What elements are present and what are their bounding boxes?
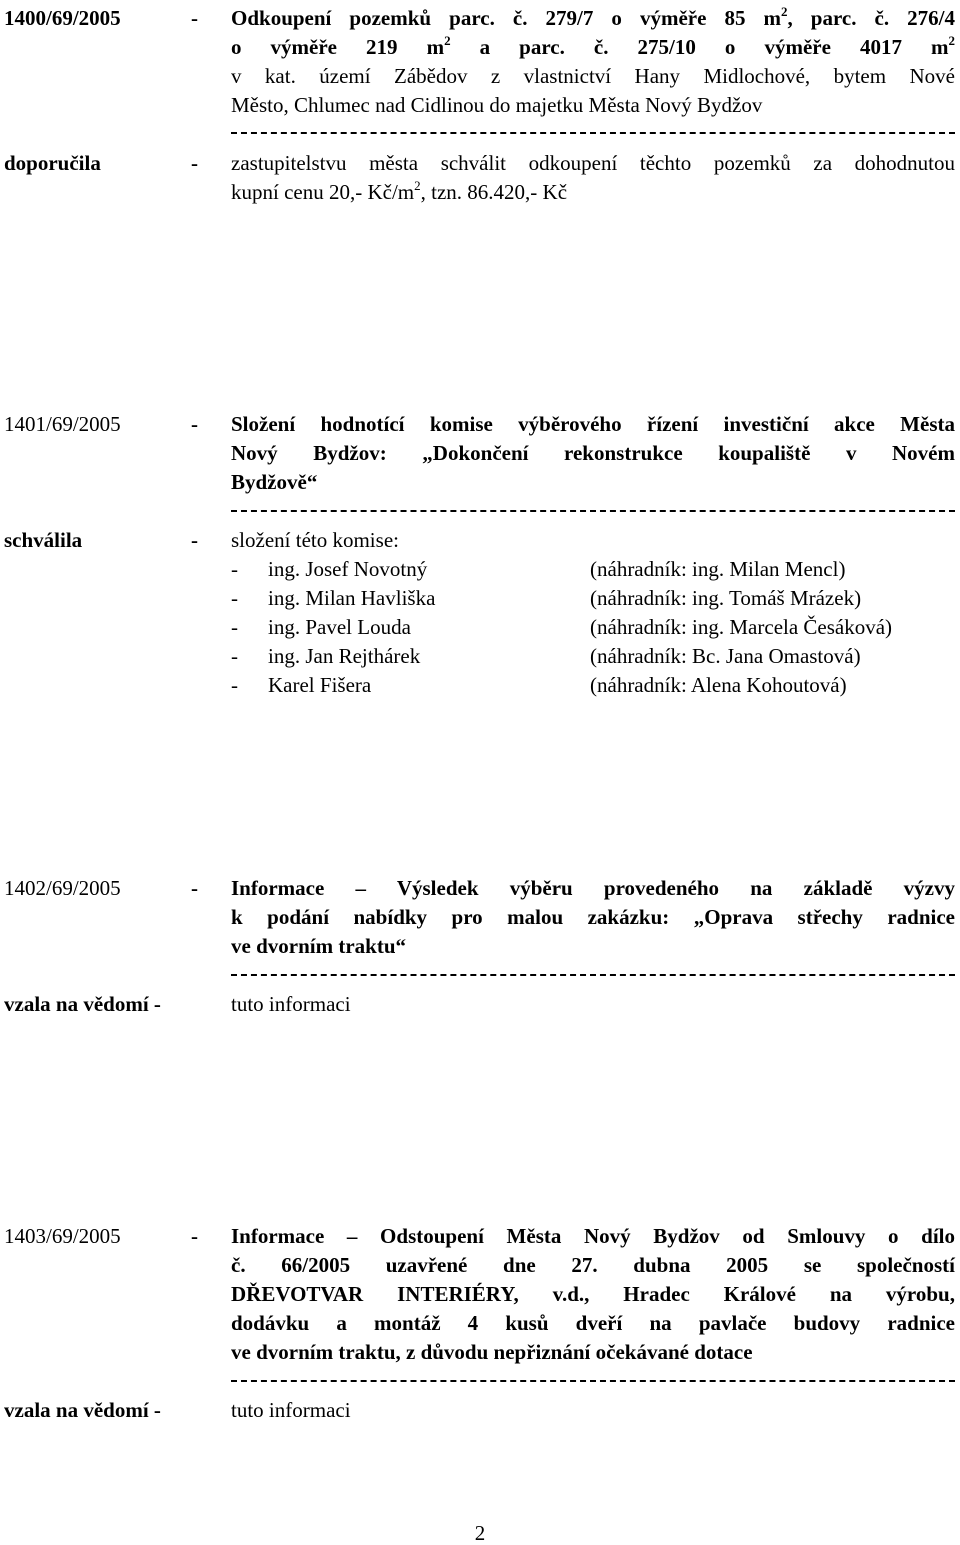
separator-rule (231, 1380, 955, 1382)
item-1402-id: 1402/69/2005 (4, 876, 121, 900)
member-name: ing. Milan Havliška (268, 586, 436, 610)
member-dash: - (231, 586, 238, 610)
item-1401-title-line-2: Nový Bydžov: „Dokončení rekonstrukce koupaliště v Novém (231, 441, 955, 465)
item-1402-action-line-1: tuto informaci (231, 992, 351, 1016)
item-1401-id: 1401/69/2005 (4, 412, 121, 436)
page-number: 2 (474, 1521, 486, 1545)
item-1403-title-line-3: DŘEVOTVAR INTERIÉRY, v.d., Hradec Králové na výrobu, (231, 1282, 955, 1306)
item-1400-title-line-1: Odkoupení pozemků parc. č. 279/7 o výměře 85 $m^2$, parc. č. 276/4 (231, 4, 955, 30)
item-1402-title-line-3: ve dvorním traktu“ (231, 934, 406, 958)
member-name: ing. Pavel Louda (268, 615, 411, 639)
item-1400-action-line-1: zastupitelstvu města schválit odkoupení těchto pozemků za dohodnutou (231, 151, 955, 175)
member-substitute: (náhradník: ing. Tomáš Mrázek) (590, 586, 862, 610)
item-1402-title-line-2: k podání nabídky pro malou zakázku: „Oprava střechy radnice (231, 905, 955, 929)
member-dash: - (231, 644, 238, 668)
member-substitute: (náhradník: ing. Milan Mencl) (590, 557, 846, 581)
item-1400-title-line-3: v kat. území Zábědov z vlastnictví Hany Midlochové, bytem Nové (231, 64, 955, 88)
item-1403-action-line-1: tuto informaci (231, 1398, 351, 1422)
member-substitute: (náhradník: Bc. Jana Omastová) (590, 644, 861, 668)
separator-rule (231, 132, 955, 134)
item-1401-action-dash: - (191, 528, 198, 552)
item-1403-id: 1403/69/2005 (4, 1224, 121, 1248)
item-1403-title-line-5: ve dvorním traktu, z důvodu nepřiznání očekávané dotace (231, 1340, 753, 1364)
item-1401-action-line-1: složení této komise: (231, 528, 399, 552)
member-substitute: (náhradník: ing. Marcela Česáková) (590, 615, 893, 639)
item-1400-title-line-4: Město, Chlumec nad Cidlinou do majetku Města Nový Bydžov (231, 93, 763, 117)
item-1400-action-dash: - (191, 151, 198, 175)
item-1400-action-line-2: kupní cenu 20,- $Kč/m^2$, tzn. 86.420,- Kč (231, 178, 568, 204)
item-1403-dash: - (191, 1224, 198, 1248)
item-1403-title-line-1: Informace – Odstoupení Města Nový Bydžov od Smlouvy o dílo (231, 1224, 955, 1248)
member-name: ing. Jan Rejthárek (268, 644, 421, 668)
item-1400-action-label: doporučila (4, 151, 101, 175)
item-1401-title-line-1: Složení hodnotící komise výběrového řízení investiční akce Města (231, 412, 955, 436)
item-1400-dash: - (191, 6, 198, 30)
member-dash: - (231, 673, 238, 697)
item-1403-action-label: vzala na vědomí - (4, 1398, 161, 1422)
item-1401-title-line-3: Bydžově“ (231, 470, 318, 494)
member-dash: - (231, 557, 238, 581)
item-1403-title-line-4: dodávku a montáž 4 kusů dveří na pavlače budovy radnice (231, 1311, 955, 1335)
member-dash: - (231, 615, 238, 639)
member-name: ing. Josef Novotný (268, 557, 428, 581)
item-1402-title-line-1: Informace – Výsledek výběru provedeného na základě výzvy (231, 876, 955, 900)
item-1400-title-line-2: o výměře 219 $m^2$ a parc. č. 275/10 o výměře 4017 $m^2$ (231, 33, 956, 59)
item-1402-action-label: vzala na vědomí - (4, 992, 161, 1016)
member-name: Karel Fišera (268, 673, 372, 697)
separator-rule (231, 974, 955, 976)
item-1401-dash: - (191, 412, 198, 436)
separator-rule (231, 510, 955, 512)
item-1400-id: 1400/69/2005 (4, 6, 121, 30)
item-1402-dash: - (191, 876, 198, 900)
member-substitute: (náhradník: Alena Kohoutová) (590, 673, 847, 697)
item-1403-title-line-2: č. 66/2005 uzavřené dne 27. dubna 2005 se společností (231, 1253, 955, 1277)
item-1401-action-label: schválila (4, 528, 83, 552)
